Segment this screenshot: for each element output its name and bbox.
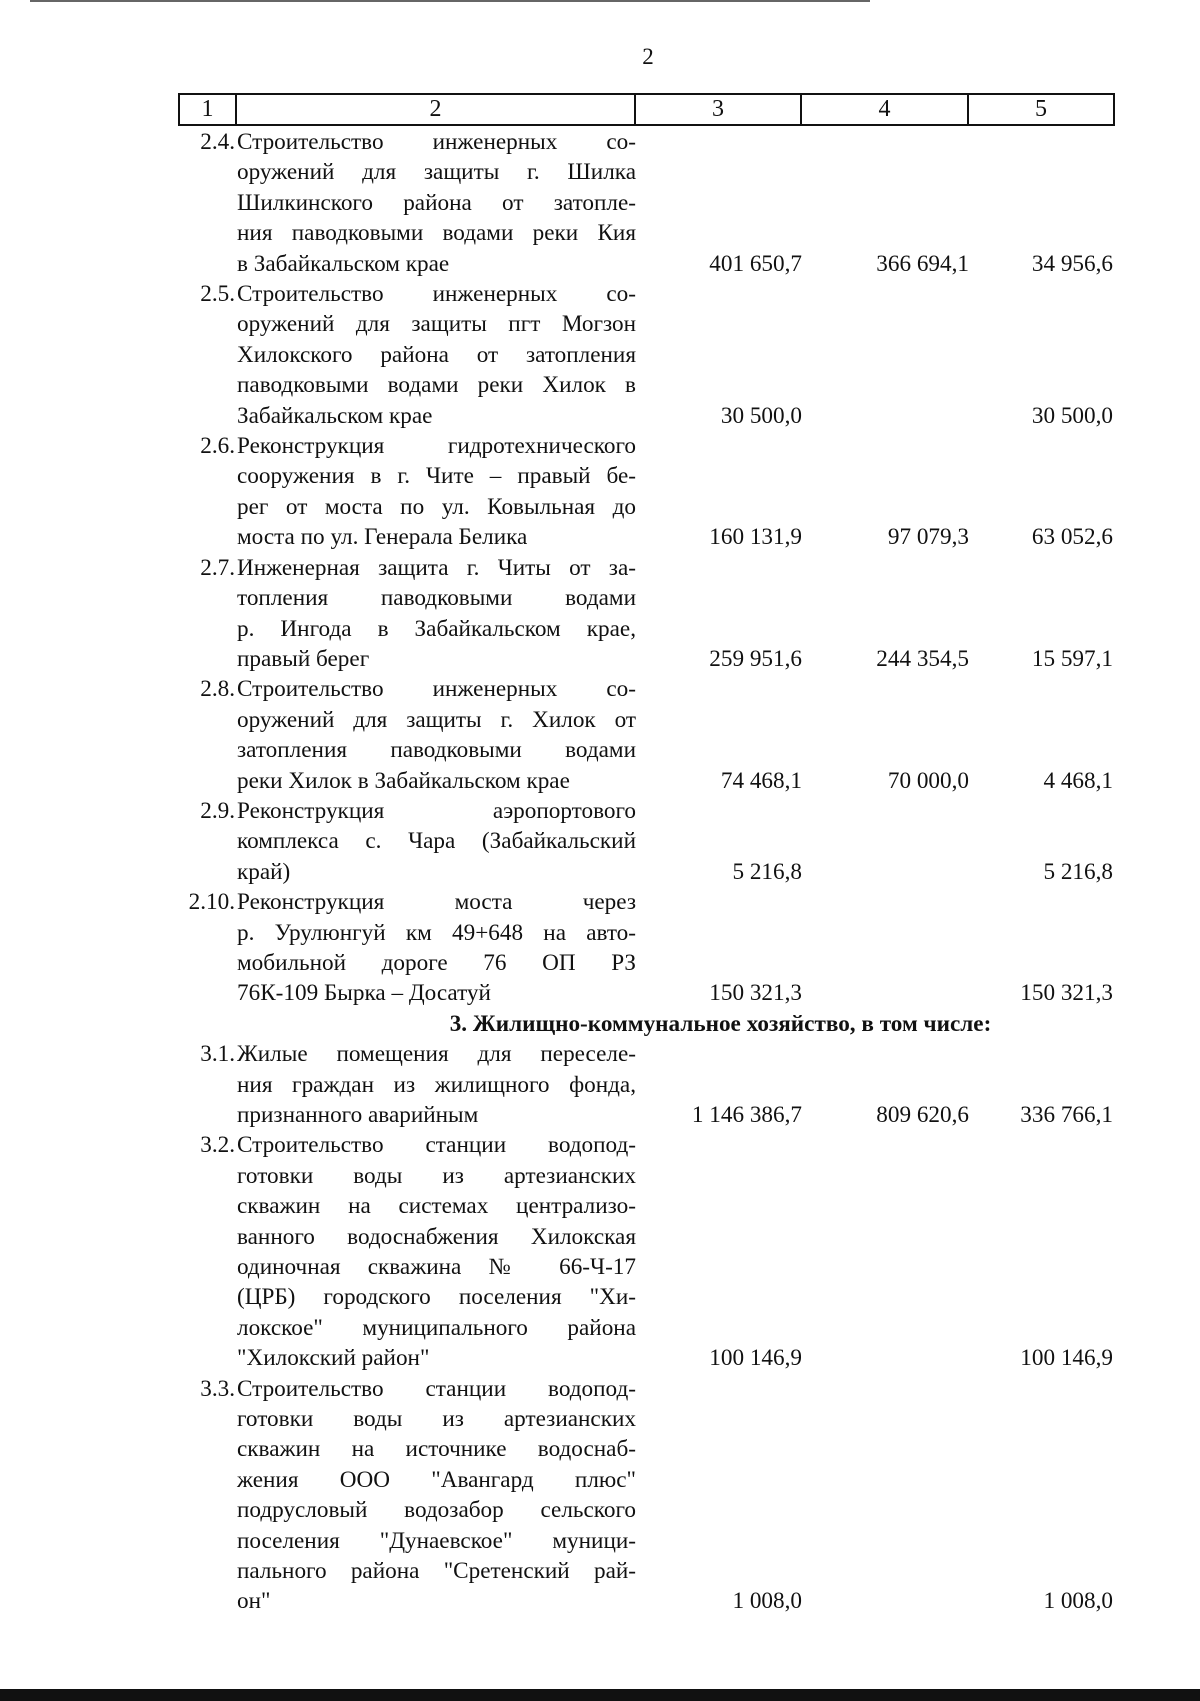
description-line: пального района "Сретенский рай- [237,1558,636,1585]
regional-value: 100 146,9 [1020,1345,1113,1372]
column-header-4: 4 [801,94,968,125]
description-line: рег от моста по ул. Ковыльная до [237,493,636,520]
total-value: 1 146 386,7 [691,1101,802,1128]
row-description [235,127,636,279]
description-line: он" [237,1588,271,1615]
description-line: поселения "Дунаевское" муници- [237,1527,636,1554]
federal-value: 244 354,5 [876,645,969,672]
row-number: 2.4. [200,129,235,155]
row-number: 3.2. [200,1132,235,1159]
description-line: локское" муниципального района [237,1314,636,1341]
description-line: в Забайкальском крае [237,250,450,277]
description-line: топления паводковыми водами [237,585,636,612]
description-line: паводковыми водами реки Хилок в [237,372,636,399]
regional-value: 63 052,6 [1031,524,1113,551]
row-description [235,553,636,675]
row-description [235,431,636,553]
description-line: Хилокского района от затопления [237,341,636,368]
regional-value: 336 766,1 [1020,1101,1113,1128]
total-value: 259 951,6 [709,645,802,672]
regional-value: 15 597,1 [1031,645,1113,672]
description-line: р. Урулюнгуй км 49+648 на авто- [237,919,636,946]
total-value: 160 131,9 [709,524,802,551]
row-number: 2.6. [200,433,235,460]
description-line: скважин на системах централизо- [237,1193,636,1220]
row-number: 2.9. [200,797,235,824]
regional-value: 150 321,3 [1020,980,1113,1007]
total-value: 100 146,9 [709,1345,802,1372]
description-line: Реконструкция моста через [237,889,636,916]
description-line: 76К-109 Бырка – Досатуй [237,980,491,1007]
description-line: подрусловый водозабор сельского [237,1497,636,1524]
description-line: край) [237,858,291,885]
description-line: ния паводковыми водами реки Кия [237,220,636,247]
description-line: Строительство инженерных со- [237,281,636,308]
description-line: признанного аварийным [237,1101,479,1128]
description-line: комплекса с. Чара (Забайкальский [237,828,636,855]
table-row [178,887,1113,1009]
description-line: готовки воды из артезианских [237,1162,636,1189]
table-row [178,431,1113,553]
row-description [235,1130,636,1373]
description-line: готовки воды из артезианских [237,1406,636,1433]
table-row [178,1039,1113,1130]
description-line: Реконструкция аэропортового [237,797,636,824]
description-line: Строительство станции водопод- [237,1375,636,1402]
row-number: 3.3. [200,1375,235,1402]
description-line: ния граждан из жилищного фонда, [237,1071,636,1098]
description-line: Строительство инженерных со- [237,129,636,155]
column-header-2: 2 [236,94,635,125]
row-description [235,887,636,1009]
rows-section-3 [178,1039,1113,1617]
table-body [178,127,1113,1617]
regional-value: 4 468,1 [1043,767,1113,794]
description-line: Строительство инженерных со- [237,676,636,703]
total-value: 1 008,0 [732,1588,802,1615]
column-header-3: 3 [635,94,801,125]
row-description [235,279,636,431]
description-line: реки Хилок в Забайкальском крае [237,767,570,794]
federal-value: 70 000,0 [887,767,969,794]
row-description [235,796,636,887]
row-number: 2.10. [188,889,235,916]
description-line: (ЦРБ) городского поселения "Хи- [237,1284,636,1311]
row-number: 3.1. [200,1041,235,1068]
description-line: оружений для защиты г. Шилка [237,159,636,186]
regional-value: 5 216,8 [1043,858,1113,885]
description-line: Шилкинского района от затопле- [237,189,636,216]
row-description [235,1039,636,1130]
row-number: 2.7. [200,554,235,581]
description-line: мобильной дороге 76 ОП РЗ [237,949,636,976]
page-number: 2 [642,44,654,69]
table-row [178,1374,1113,1617]
description-line: ванного водоснабжения Хилокская [237,1223,636,1250]
description-line: Строительство станции водопод- [237,1132,636,1159]
description-line: р. Ингода в Забайкальском крае, [237,615,636,642]
column-header-row [178,93,1115,126]
table-row [178,1130,1113,1373]
regional-value: 30 500,0 [1031,402,1113,429]
federal-value: 366 694,1 [876,250,969,277]
federal-value: 97 079,3 [887,524,969,551]
description-line: моста по ул. Генерала Белика [237,524,528,551]
description-line: Реконструкция гидротехнического [237,433,636,460]
description-line: сооружения в г. Чите – правый бе- [237,463,636,490]
federal-value: 809 620,6 [876,1101,969,1128]
table-row [178,127,1113,279]
regional-value: 34 956,6 [1031,250,1113,277]
description-line: оружений для защиты пгт Могзон [237,311,636,338]
column-header-1: 1 [179,94,236,125]
table-row [178,796,1113,887]
table-row [178,674,1113,796]
total-value: 30 500,0 [720,402,802,429]
description-line: оружений для защиты г. Хилок от [237,706,636,733]
total-value: 150 321,3 [709,980,802,1007]
total-value: 401 650,7 [709,250,802,277]
row-number: 2.5. [200,281,235,308]
row-description [235,1374,636,1617]
description-line: жения ООО "Авангард плюс" [237,1466,636,1493]
scan-edge-top [30,0,870,2]
description-line: Инженерная защита г. Читы от за- [237,554,636,581]
scan-edge-bottom [0,1689,1200,1701]
description-line: Жилые помещения для переселе- [237,1041,636,1068]
description-line: одиночная скважина № 66-Ч-17 [237,1254,636,1281]
regional-value: 1 008,0 [1043,1588,1113,1615]
column-header-5: 5 [968,94,1114,125]
description-line: скважин на источнике водоснаб- [237,1436,636,1463]
total-value: 5 216,8 [732,858,802,885]
table-row [178,553,1113,675]
table-row [178,279,1113,431]
description-line: правый берег [237,645,370,672]
section-3-heading: 3. Жилищно-коммунальное хозяйство, в том числе: [449,1010,992,1037]
row-number: 2.8. [200,676,235,703]
description-line: "Хилокский район" [237,1345,430,1372]
rows-section-2 [178,127,1113,1009]
total-value: 74 468,1 [720,767,802,794]
row-description [235,674,636,796]
description-line: затопления паводковыми водами [237,737,636,764]
description-line: Забайкальском крае [237,402,433,429]
